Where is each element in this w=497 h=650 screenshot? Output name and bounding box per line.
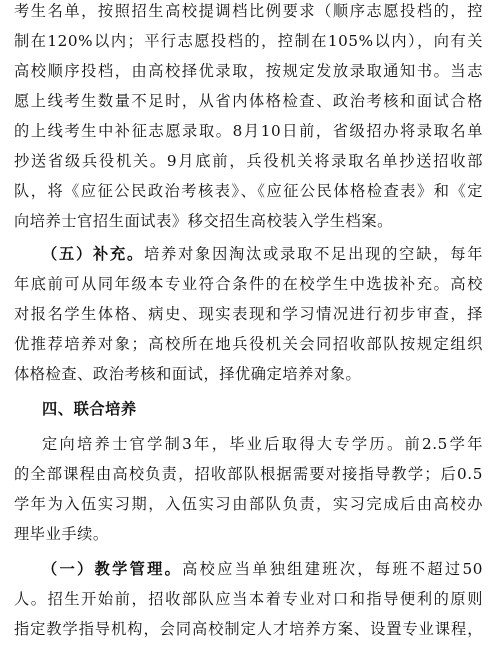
text-line-1: 考生名单，按照招生高校提调档比例要求（顺序志愿投档的，控	[14, 2, 483, 20]
text-line-18: 理毕业手续。	[14, 525, 109, 543]
text-line-12: 优推荐培养对象；高校所在地兵役机关会同招收部队按规定组织	[14, 335, 483, 353]
text-line-2: 制在120%以内；平行志愿投档的，控制在105%以内），向有关	[14, 32, 483, 50]
text-line-20: 人。招生开始前，招收部队应当本着专业对口和指导便利的原则	[14, 590, 483, 608]
section-label-supplement: （五）补充。	[42, 245, 145, 263]
section-label-teaching: （一）教学管理。	[42, 560, 183, 578]
text-line-11: 对报名学生体格、病史、现实表现和学习情况进行初步审查，择	[14, 305, 483, 323]
text-line-17: 学年为入伍实习期，入伍实习由部队负责，实习完成后由高校办	[14, 495, 483, 513]
text-line-13: 体格检查、政治考核和面试，择优确定培养对象。	[14, 365, 362, 383]
text-line-6: 抄送省级兵役机关。9月底前，兵役机关将录取名单抄送招收部	[14, 152, 483, 170]
paragraph-teaching-first-line	[42, 556, 483, 582]
text-line-16: 的全部课程由高校负责，招收部队根据需要对接指导教学；后0.5	[14, 465, 483, 483]
text-line-5: 的上线考生中补征志愿录取。8月10日前，省级招办将录取名单	[14, 122, 483, 140]
paragraph-supplement-first-line	[42, 241, 483, 267]
text-line-4: 愿上线考生数量不足时，从省内体格检查、政治考核和面试合格	[14, 92, 483, 110]
text-line-19: 高校应当单独组建班次，每班不超过50	[182, 560, 483, 578]
section-heading-joint-training: 四、联合培养	[42, 400, 137, 418]
text-line-7: 队，将《应征公民政治考核表》、《应征公民体格检查表》和《定	[14, 182, 483, 200]
text-line-9: 培养对象因淘汰或录取不足出现的空缺，每年	[144, 245, 483, 263]
text-line-15: 定向培养士官学制3年，毕业后取得大专学历。前2.5学年	[42, 435, 483, 453]
text-line-3: 高校顺序投档，由高校择优录取，按规定发放录取通知书。当志	[14, 62, 483, 80]
text-line-10: 年底前可从同年级本专业符合条件的在校学生中选拔补充。高校	[14, 275, 483, 293]
text-line-21: 指定教学指导机构，会同高校制定人才培养方案、设置专业课程，	[14, 620, 483, 638]
text-line-8: 向培养士官招生面试表》移交招生高校装入学生档案。	[14, 212, 393, 230]
